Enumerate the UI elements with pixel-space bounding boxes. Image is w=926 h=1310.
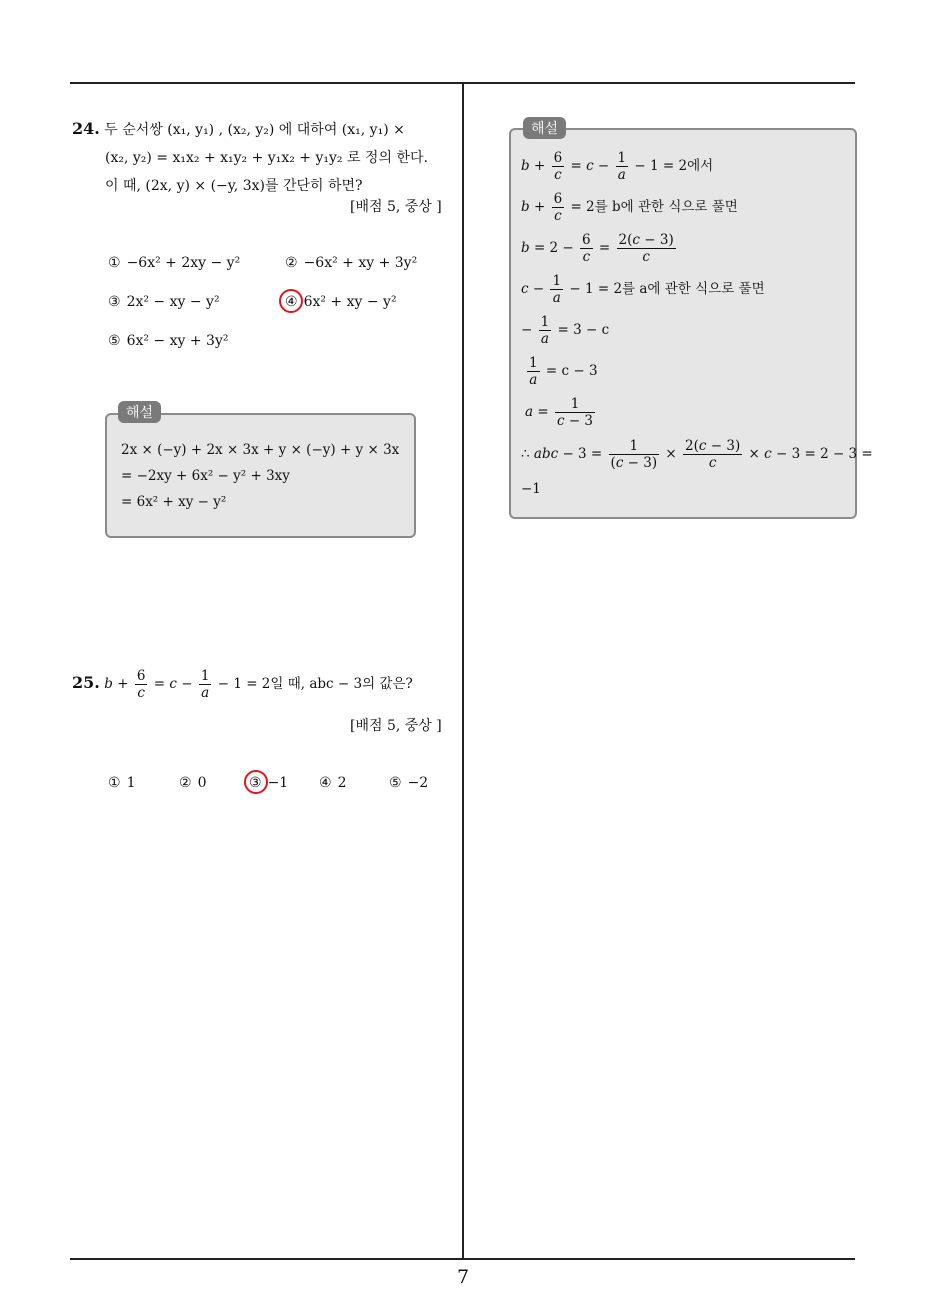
option-1[interactable]: ① −6x² + 2xy − y² — [108, 255, 241, 271]
solution-line-6: $\frac{1}{a}$ = c − 3 — [529, 355, 598, 388]
score-label: [배점 5, 중상 ] — [350, 199, 442, 215]
solution-line-1: b + $\frac{6}{c}$ = c − $\frac{1}{a}$ − 1 = 2에서 — [521, 150, 714, 183]
option-2[interactable]: ② 0 — [179, 775, 207, 791]
solution-tag: 해설 — [118, 401, 161, 423]
solution-line-7: a = $\frac{1}{c - 3}$ — [525, 396, 594, 429]
bottom-rule — [70, 1258, 855, 1260]
question-number: 25. — [72, 673, 100, 692]
question-24-line-2: (x₂, y₂) = x₁x₂ + x₁y₂ + y₁x₂ + y₁y₂ 로 정의 한다. — [105, 150, 428, 166]
option-3[interactable]: ③ −1 — [249, 775, 289, 791]
option-5[interactable]: ⑤ 6x² − xy + 3y² — [108, 333, 229, 349]
column-divider — [462, 82, 464, 1259]
option-2[interactable]: ② −6x² + xy + 3y² — [285, 255, 418, 271]
question-25: 25. b + $\frac{6}{c}$ = c − $\frac{1}{a}$ − 1 = 2일 때, abc − 3의 값은? — [72, 668, 413, 701]
option-4[interactable]: ④ 2 — [319, 775, 347, 791]
question-text: 두 순서쌍 (x₁, y₁) , (x₂, y₂) 에 대하여 (x₁, y₁) × — [104, 122, 405, 138]
solution-line-2: b + $\frac{6}{c}$ = 2를 b에 관한 식으로 풀면 — [521, 191, 738, 224]
solution-tag: 해설 — [523, 117, 566, 139]
option-4[interactable]: ④ 6x² + xy − y² — [285, 294, 397, 310]
solution-line-4: c − $\frac{1}{a}$ − 1 = 2를 a에 관한 식으로 풀면 — [521, 273, 765, 306]
option-1[interactable]: ① 1 — [108, 775, 136, 791]
question-24-line-1 — [72, 115, 457, 144]
question-24-line-3: 이 때, (2x, y) × (−y, 3x)를 간단히 하면? — [105, 178, 363, 194]
solution-line-8: ∴ abc − 3 = $\frac{1}{(c - 3)}$ × $\frac{2(c - 3)}{c}$ × c − 3 = 2 − 3 = — [521, 438, 873, 471]
question-text: = 2일 때, abc − 3의 값은? — [246, 676, 413, 692]
answer-mark-circle — [244, 770, 268, 794]
answer-mark-circle — [279, 289, 303, 313]
solution-line-5: − $\frac{1}{a}$ = 3 − c — [521, 314, 610, 347]
solution-line-2: = −2xy + 6x² − y² + 3xy — [121, 468, 290, 484]
score-label: [배점 5, 중상 ] — [350, 718, 442, 734]
option-3[interactable]: ③ 2x² − xy − y² — [108, 294, 220, 310]
solution-line-3: = 6x² + xy − y² — [121, 494, 227, 510]
question-24 — [72, 115, 457, 200]
solution-line-1: 2x × (−y) + 2x × 3x + y × (−y) + y × 3x — [121, 442, 400, 458]
solution-line-3: b = 2 − $\frac{6}{c}$ = $\frac{2(c - 3)}{c}$ — [521, 232, 674, 265]
question-number: 24. — [72, 119, 100, 138]
option-5[interactable]: ⑤ −2 — [389, 775, 429, 791]
solution-line-9: −1 — [521, 481, 541, 497]
page-number: 7 — [456, 1266, 470, 1288]
